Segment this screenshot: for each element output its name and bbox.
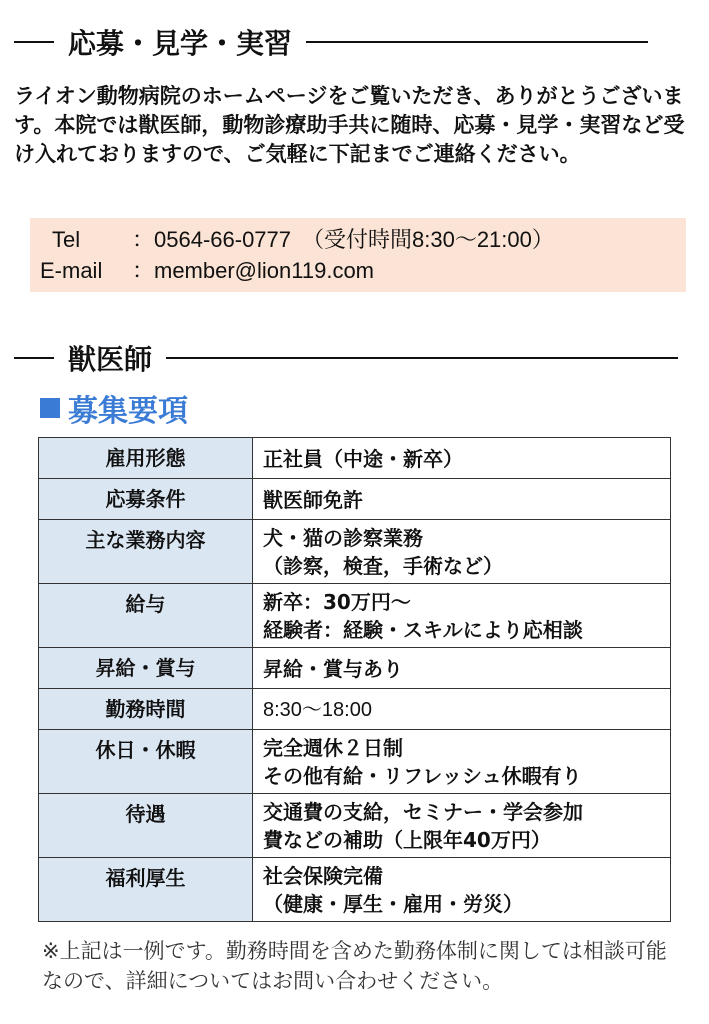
- email-row: [40, 255, 686, 286]
- contact-box: [30, 218, 686, 292]
- vet-section-header: [14, 338, 678, 378]
- row-value: [253, 438, 671, 479]
- row-value: [253, 520, 671, 584]
- row-value: [253, 689, 671, 730]
- row-label: 勤務時間: [39, 689, 253, 730]
- tel-label: Tel: [52, 227, 81, 252]
- table-row: [39, 584, 671, 648]
- requirements-table: [38, 437, 671, 922]
- row-value: [253, 730, 671, 794]
- recruit-heading-text: 募集要項: [68, 394, 188, 429]
- square-bullet-icon: [40, 398, 60, 418]
- value-line: 昇給・賞与あり: [263, 656, 403, 681]
- apply-section-title: 応募・見学・実習: [68, 27, 293, 60]
- value-line: その他有給・リフレッシュ休暇有り: [263, 764, 582, 788]
- email-value: ：member@lion119.com: [132, 258, 375, 283]
- recruit-heading: [40, 386, 188, 430]
- row-value: [253, 584, 671, 648]
- value-line: 獣医師免許: [263, 487, 363, 512]
- table-row: [39, 438, 671, 479]
- row-value: [253, 479, 671, 520]
- vet-section-title: 獣医師: [68, 343, 153, 376]
- intro-text: ライオン動物病院のホームページをご覧いただき、ありがとうございます。本院では獣医師，動物診療助手共に随時、応募・見学・実習など受け入れておりますので、ご気軽に下記までご連絡ください。: [14, 84, 685, 166]
- row-label: 休日・休暇: [39, 730, 253, 794]
- table-row: [39, 858, 671, 922]
- value-line: 交通費の支給，セミナー・学会参加: [263, 800, 583, 824]
- row-label: 主な業務内容: [39, 520, 253, 584]
- value-line: （診察，検査，手術など）: [263, 554, 503, 578]
- tel-value: ：0564-66-0777 （受付時間8:30～21:00）: [132, 227, 554, 252]
- value-line: 経験者：経験・スキルにより応相談: [263, 618, 583, 642]
- header-rule: [166, 357, 678, 359]
- table-row: [39, 479, 671, 520]
- value-line: 正社員（中途・新卒）: [263, 446, 463, 471]
- row-label: 昇給・賞与: [39, 648, 253, 689]
- value-line: 社会保険完備: [263, 864, 383, 888]
- table-row: [39, 730, 671, 794]
- value-line: 8:30〜18:00: [263, 698, 372, 721]
- value-line: （健康・厚生・雇用・労災）: [263, 892, 523, 916]
- tel-row: [40, 224, 686, 255]
- table-row: [39, 689, 671, 730]
- email-label: E-mail: [40, 258, 103, 283]
- row-label: 雇用形態: [39, 438, 253, 479]
- header-dash: [14, 357, 54, 359]
- row-label: 応募条件: [39, 479, 253, 520]
- row-value: [253, 858, 671, 922]
- table-row: [39, 520, 671, 584]
- row-label: 福利厚生: [39, 858, 253, 922]
- table-row: [39, 648, 671, 689]
- value-line: 犬・猫の診察業務: [263, 526, 423, 550]
- row-label: 給与: [39, 584, 253, 648]
- apply-section-header: [14, 22, 648, 62]
- value-line: 新卒：30万円～: [263, 590, 411, 614]
- value-line: 費などの補助（上限年40万円）: [263, 828, 551, 852]
- header-dash: [14, 41, 54, 43]
- table-row: [39, 794, 671, 858]
- value-line: 完全週休２日制: [263, 736, 403, 760]
- footnote: ※上記は一例です。勤務時間を含めた勤務体制に関しては相談可能なので、詳細についてはお問い合わせください。: [42, 939, 667, 993]
- row-value: [253, 794, 671, 858]
- row-label: 待遇: [39, 794, 253, 858]
- header-rule: [306, 41, 648, 43]
- row-value: [253, 648, 671, 689]
